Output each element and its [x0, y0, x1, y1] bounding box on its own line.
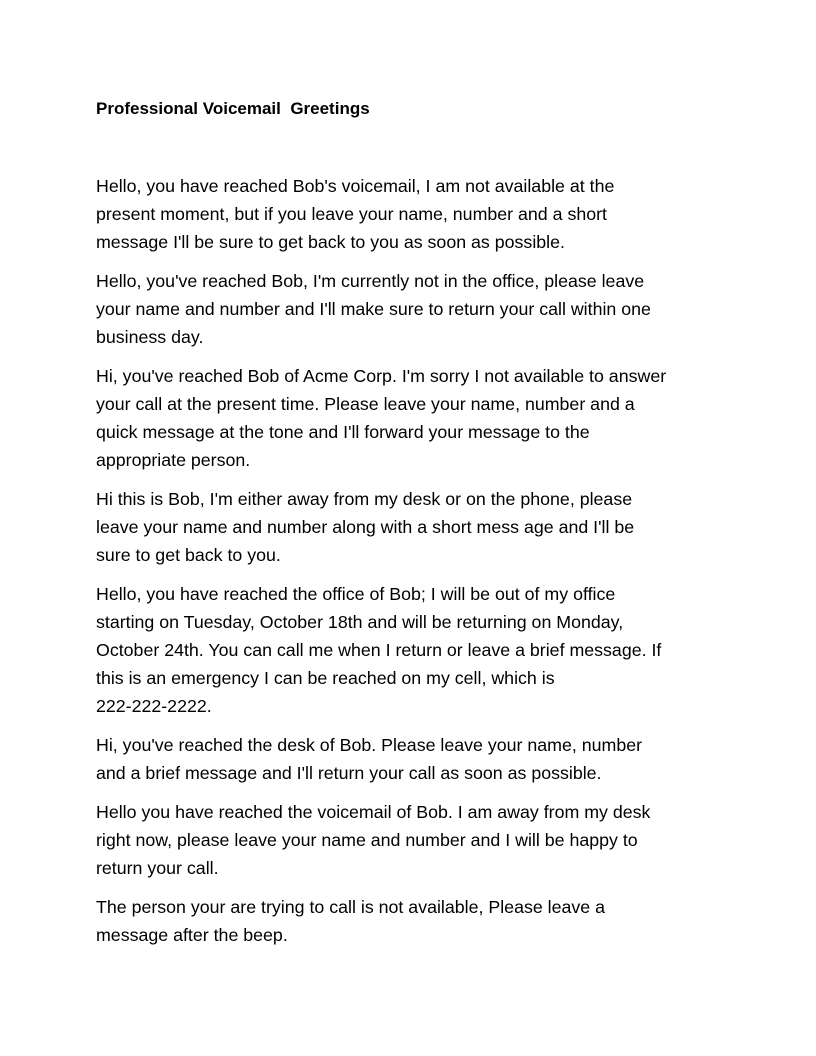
greeting-paragraph-8: The person your are trying to call is not available, Please leave a message after the beep.	[96, 897, 606, 945]
greeting-paragraph-6: Hi, you've reached the desk of Bob. Please leave your name, number and a brief message and I'll return your call as soon as possible.	[96, 735, 643, 783]
greeting-paragraph-2: Hello, you've reached Bob, I'm currently not in the office, please leave your name and number and I'll make sure to return your call within one business day.	[96, 271, 651, 347]
greeting-paragraph-5: Hello, you have reached the office of Bob; I will be out of my office starting on Tuesday, October 18th and will be returning on Monday, October 24th. You can call me when I return or leave a brief message. If this is an emergency I can be reached on my cell, which is 222-222-2222.	[96, 584, 662, 716]
greeting-paragraph-3: Hi, you've reached Bob of Acme Corp. I'm sorry I not available to answer your call at the present time. Please leave your name, number and a quick message at the tone and I'll forward your message to the appropriate person.	[96, 366, 667, 470]
greetings-list	[96, 172, 720, 949]
document-content	[96, 95, 720, 960]
document-title: Professional Voicemail Greetings	[96, 99, 370, 118]
greeting-paragraph-7: Hello you have reached the voicemail of Bob. I am away from my desk right now, please leave your name and number and I will be happy to return your call.	[96, 802, 651, 878]
greeting-paragraph-4: Hi this is Bob, I'm either away from my desk or on the phone, please leave your name and number along with a short mess age and I'll be sure to get back to you.	[96, 489, 635, 565]
greeting-paragraph-1: Hello, you have reached Bob's voicemail, I am not available at the present moment, but if you leave your name, number and a short message I'll be sure to get back to you as soon as possible.	[96, 176, 615, 252]
